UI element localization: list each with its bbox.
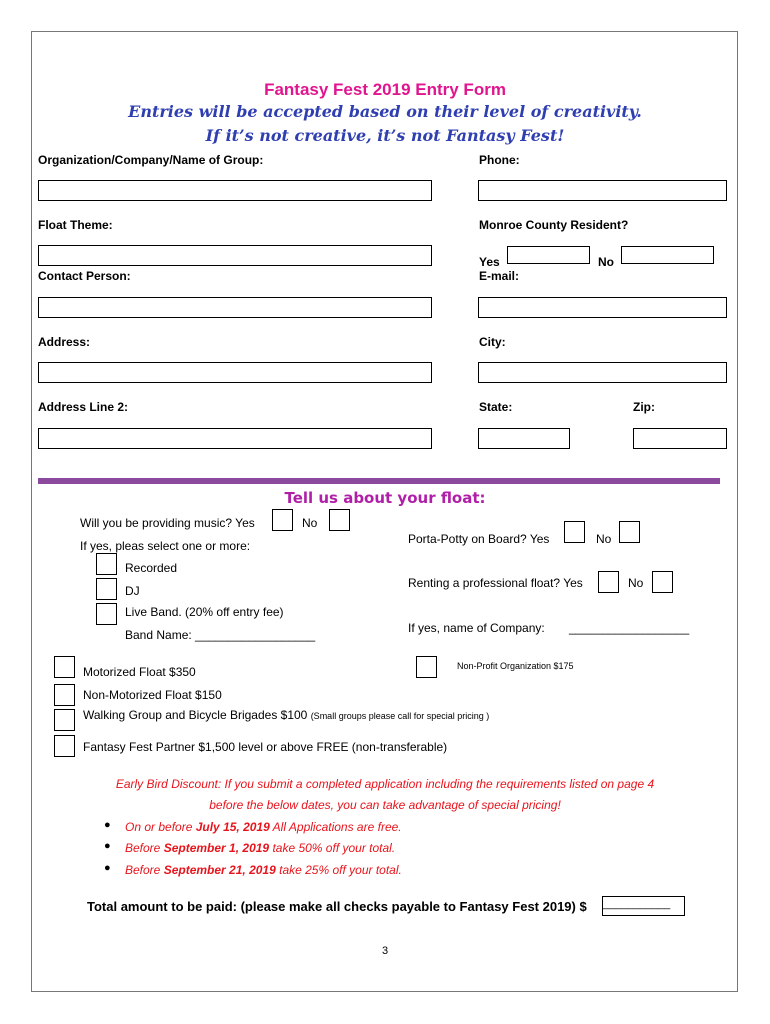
recorded-label: Recorded: [125, 561, 178, 575]
discount-bullet-2-post: take 50% off your total.: [269, 841, 396, 855]
float-theme-label: Float Theme:: [38, 218, 113, 232]
dj-checkbox[interactable]: [96, 578, 117, 600]
total-amount-field[interactable]: ___________: [602, 896, 685, 916]
company-name-line[interactable]: __________________: [569, 621, 690, 635]
discount-line-2: before the below dates, you can take advantage of special pricing!: [209, 798, 561, 812]
monroe-no-box[interactable]: [621, 246, 714, 264]
renting-yes-checkbox[interactable]: [598, 571, 619, 593]
monroe-resident-label: Monroe County Resident?: [479, 218, 629, 232]
city-field[interactable]: [478, 362, 727, 383]
address-label: Address:: [38, 335, 91, 349]
music-select-prompt: If yes, pleas select one or more:: [80, 539, 251, 553]
section-divider: [38, 478, 720, 484]
city-label: City:: [479, 335, 506, 349]
phone-field[interactable]: [478, 180, 727, 201]
live-band-checkbox[interactable]: [96, 603, 117, 625]
music-yes-checkbox[interactable]: [272, 509, 293, 531]
band-name-line[interactable]: Band Name: __________________: [125, 628, 316, 642]
discount-bullet-1: [125, 820, 402, 834]
company-question: If yes, name of Company:: [408, 621, 545, 635]
partner-label: Fantasy Fest Partner $1,500 level or above FREE (non-transferable): [83, 740, 448, 754]
phone-label: Phone:: [479, 153, 520, 167]
monroe-no-label: No: [598, 255, 614, 269]
form-title: Fantasy Fest 2019 Entry Form: [264, 80, 506, 99]
discount-bullet-3: [125, 863, 402, 877]
motorized-float-checkbox[interactable]: [54, 656, 75, 678]
discount-bullet-2-pre: Before: [125, 841, 164, 855]
walking-group-note: (Small groups please call for special pricing ): [310, 711, 490, 721]
discount-bullet-2: [125, 841, 395, 855]
dj-label: DJ: [125, 584, 140, 598]
discount-bullet-2-date: September 1, 2019: [163, 841, 270, 855]
non-motorized-checkbox[interactable]: [54, 684, 75, 706]
bullet-dot-1: ●: [104, 819, 111, 831]
walking-group-label: [83, 708, 489, 722]
live-band-label: Live Band. (20% off entry fee): [125, 605, 284, 619]
porta-potty-no-checkbox[interactable]: [619, 521, 640, 543]
renting-no-label: No: [628, 576, 644, 590]
monroe-yes-label: Yes: [479, 255, 500, 269]
porta-potty-no-label: No: [596, 532, 612, 546]
nonprofit-label: Non-Profit Organization $175: [457, 661, 574, 671]
contact-person-field[interactable]: [38, 297, 432, 318]
music-no-checkbox[interactable]: [329, 509, 350, 531]
organization-field[interactable]: [38, 180, 432, 201]
motorized-float-label: Motorized Float $350: [83, 665, 196, 679]
porta-potty-yes-checkbox[interactable]: [564, 521, 585, 543]
float-theme-field[interactable]: [38, 245, 432, 266]
nonprofit-checkbox[interactable]: [416, 656, 437, 678]
form-subtitle-1: Entries will be accepted based on their level of creativity.: [128, 102, 642, 121]
monroe-yes-box[interactable]: [507, 246, 590, 264]
organization-label: Organization/Company/Name of Group:: [38, 153, 264, 167]
discount-bullet-3-pre: Before: [125, 863, 164, 877]
state-label: State:: [479, 400, 513, 414]
address-line2-field[interactable]: [38, 428, 432, 449]
partner-checkbox[interactable]: [54, 735, 75, 757]
zip-label: Zip:: [633, 400, 655, 414]
discount-bullet-3-date: September 21, 2019: [163, 863, 276, 877]
recorded-checkbox[interactable]: [96, 553, 117, 575]
total-amount-label: Total amount to be paid: (please make all checks payable to Fantasy Fest 2019) $: [87, 899, 587, 914]
walking-group-text: Walking Group and Bicycle Brigades $100: [83, 708, 308, 722]
music-no-label: No: [302, 516, 318, 530]
non-motorized-label: Non-Motorized Float $150: [83, 688, 222, 702]
zip-field[interactable]: [633, 428, 727, 449]
contact-person-label: Contact Person:: [38, 269, 131, 283]
discount-bullet-1-post: All Applications are free.: [269, 820, 402, 834]
address-line2-label: Address Line 2:: [38, 400, 129, 414]
bullet-dot-2: ●: [104, 840, 111, 852]
porta-potty-question: Porta-Potty on Board? Yes: [408, 532, 550, 546]
renting-float-question: Renting a professional float? Yes: [408, 576, 583, 590]
walking-group-checkbox[interactable]: [54, 709, 75, 731]
float-section-heading: Tell us about your float:: [284, 489, 486, 507]
discount-line-1: Early Bird Discount: If you submit a completed application including the requirements listed on page 4: [115, 777, 655, 791]
address-field[interactable]: [38, 362, 432, 383]
discount-bullet-1-date: July 15, 2019: [195, 820, 270, 834]
email-field[interactable]: [478, 297, 727, 318]
renting-no-checkbox[interactable]: [652, 571, 673, 593]
discount-bullet-1-pre: On or before: [125, 820, 196, 834]
email-label: E-mail:: [479, 269, 520, 283]
music-question: Will you be providing music? Yes: [80, 516, 255, 530]
bullet-dot-3: ●: [104, 862, 111, 874]
form-subtitle-2: If it’s not creative, it’s not Fantasy Fest!: [205, 126, 565, 145]
state-field[interactable]: [478, 428, 570, 449]
discount-bullet-3-post: take 25% off your total.: [275, 863, 402, 877]
page-number: 3: [381, 945, 389, 957]
